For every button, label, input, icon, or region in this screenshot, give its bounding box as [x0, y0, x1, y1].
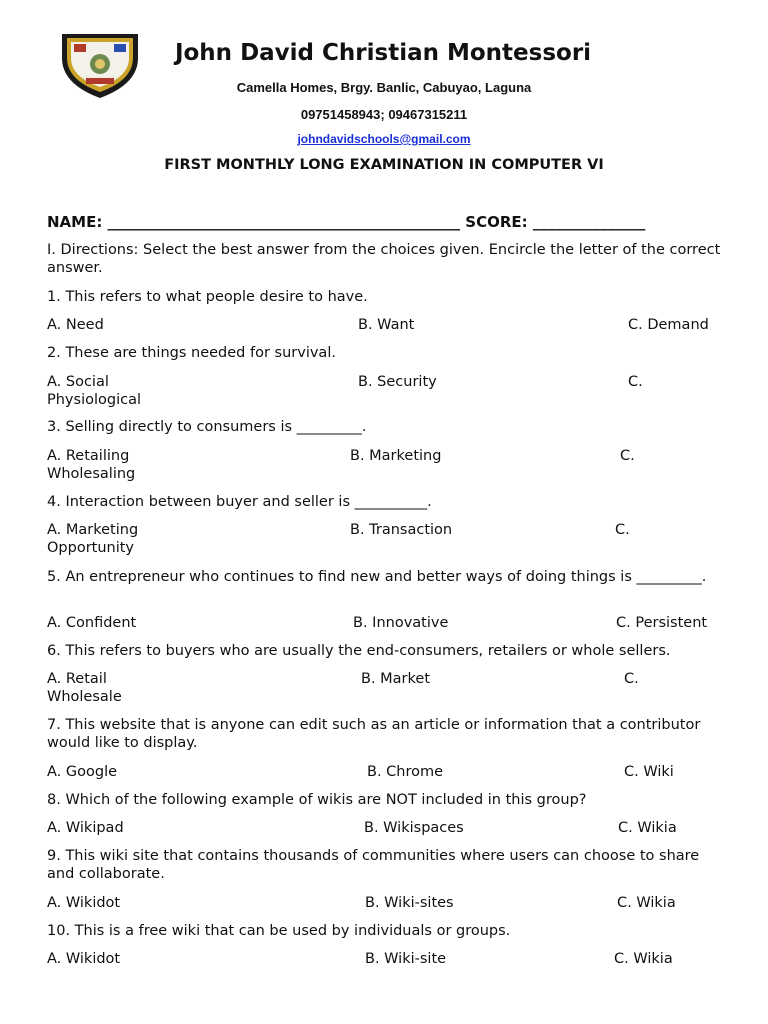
question-7: 7. This website that is anyone can edit such as an article or information that a contributor would like to display.	[47, 717, 701, 751]
q4-option-c: C.	[615, 522, 630, 538]
q8-option-c: C. Wikia	[618, 820, 677, 836]
question-3: 3. Selling directly to consumers is _________.	[47, 419, 367, 435]
question-6: 6. This refers to buyers who are usually the end-consumers, retailers or whole sellers.	[47, 643, 671, 659]
q10-option-c: C. Wikia	[614, 951, 673, 967]
question-4: 4. Interaction between buyer and seller is __________.	[47, 494, 432, 510]
q7-option-c: C. Wiki	[624, 764, 674, 780]
q6-option-a: A. Retail	[47, 671, 107, 687]
question-10: 10. This is a free wiki that can be used by individuals or groups.	[47, 923, 511, 939]
q6-option-c-text: Wholesale	[47, 689, 122, 705]
q6-option-c: C.	[624, 671, 639, 687]
q9-option-c: C. Wikia	[617, 895, 676, 911]
q1-option-b: B. Want	[358, 317, 415, 333]
school-name: John David Christian Montessori	[174, 40, 592, 66]
q5-option-a: A. Confident	[47, 615, 137, 631]
q1-option-c: C. Demand	[628, 317, 709, 333]
q2-option-a: A. Social	[47, 374, 109, 390]
q4-option-b: B. Transaction	[350, 522, 453, 538]
school-phone: 09751458943; 09467315211	[300, 107, 468, 122]
q7-option-b: B. Chrome	[367, 764, 444, 780]
school-email-link[interactable]: johndavidschools@gmail.com	[297, 132, 471, 146]
q2-option-c: C.	[628, 374, 643, 390]
q4-option-a: A. Marketing	[47, 522, 139, 538]
q3-option-b: B. Marketing	[350, 448, 442, 464]
q2-option-c-text: Physiological	[47, 392, 141, 408]
q8-option-b: B. Wikispaces	[364, 820, 464, 836]
q1-option-a: A. Need	[47, 317, 104, 333]
directions: I. Directions: Select the best answer from the choices given. Encircle the letter of the correct answer.	[47, 242, 721, 276]
q3-option-a: A. Retailing	[47, 448, 130, 464]
q5-option-c: C. Persistent	[616, 615, 708, 631]
question-2: 2. These are things needed for survival.	[47, 345, 336, 361]
school-address: Camella Homes, Brgy. Banlic, Cabuyao, Laguna	[236, 80, 532, 95]
q10-option-a: A. Wikidot	[47, 951, 121, 967]
question-5: 5. An entrepreneur who continues to find new and better ways of doing things is _________.	[47, 569, 707, 585]
q10-option-b: B. Wiki-site	[365, 951, 447, 967]
q9-option-a: A. Wikidot	[47, 895, 121, 911]
q3-option-c-text: Wholesaling	[47, 466, 136, 482]
q5-option-b: B. Innovative	[353, 615, 449, 631]
q7-option-a: A. Google	[47, 764, 118, 780]
question-9: 9. This wiki site that contains thousands of communities where users can choose to share and collaborate.	[47, 848, 700, 882]
q2-option-b: B. Security	[358, 374, 437, 390]
exam-title: FIRST MONTHLY LONG EXAMINATION IN COMPUTER VI	[164, 157, 604, 173]
q4-option-c-text: Opportunity	[47, 540, 135, 556]
q8-option-a: A. Wikipad	[47, 820, 124, 836]
q9-option-b: B. Wiki-sites	[365, 895, 454, 911]
name-score-line: NAME: _______________________________________________ SCORE: _______________	[47, 213, 646, 231]
q3-option-c: C.	[620, 448, 635, 464]
question-8: 8. Which of the following example of wikis are NOT included in this group?	[47, 792, 587, 808]
question-1: 1. This refers to what people desire to have.	[47, 289, 368, 305]
q6-option-b: B. Market	[361, 671, 431, 687]
